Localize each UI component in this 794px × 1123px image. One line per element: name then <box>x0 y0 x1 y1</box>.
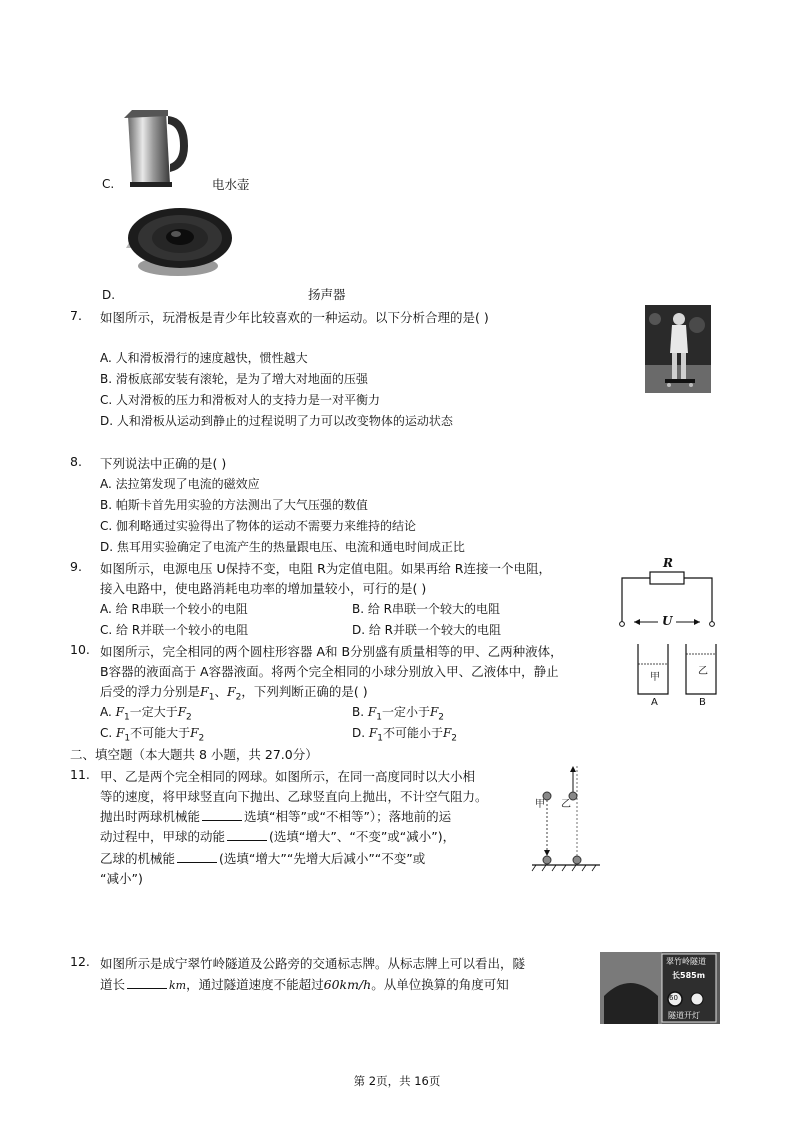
q7-stem: 如图所示，玩滑板是青少年比较喜欢的一种运动。以下分析合理的是( ) <box>100 310 489 325</box>
q10-option-a-sub2: 2 <box>186 712 192 723</box>
section-2-heading: 二、填空题（本大题共 8 小题，共 27.0分） <box>70 747 318 762</box>
q12-line-2-end: 。从单位换算的角度可知 <box>371 977 509 992</box>
q10-option-d-sub2: 2 <box>451 733 458 744</box>
q10-option-b-label: B. <box>352 705 365 719</box>
q8-option-c: C. 伽利略通过实验得出了物体的运动不需要力来维持的结论 <box>100 519 417 533</box>
q10-line-3-start: 后受的浮力分别是 <box>100 684 201 699</box>
option-c-caption: 电水壶 <box>212 177 250 192</box>
q10-option-b-sub1: 1 <box>376 712 382 723</box>
q12-line-2-start: 道长 <box>100 977 126 992</box>
sign-tunnel-name: 翠竹岭隧道 <box>666 957 706 966</box>
q10-f2-symbol: F <box>226 684 236 699</box>
q7-number: 7. <box>70 308 82 323</box>
q8-number: 8. <box>70 454 82 469</box>
q10-f1-symbol: F <box>200 684 209 699</box>
q11-line-2: 等的速度，将甲球竖直向下抛出、乙球竖直向上抛出，不计空气阻力。 <box>100 789 488 804</box>
q10-line-2: B容器的液面高于 A容器液面。将两个完全相同的小球分别放入甲、乙液体中，静止 <box>100 664 559 679</box>
q10-option-b <box>352 703 444 722</box>
q7-option-c: C. 人对滑板的压力和滑板对人的支持力是一对平衡力 <box>100 393 381 407</box>
q12-blank-1[interactable] <box>127 976 167 989</box>
q10-option-d <box>352 724 457 743</box>
q11-line-6: “减小”) <box>100 871 143 886</box>
q9-number: 9. <box>70 559 82 574</box>
q11-blank-3[interactable] <box>177 850 217 863</box>
q10-option-a-sub1: 1 <box>123 712 130 723</box>
q9-option-d: D. 给 R并联一个较大的电阻 <box>352 623 502 637</box>
q9-option-c: C. 给 R并联一个较小的电阻 <box>100 623 249 637</box>
q11-line-3 <box>100 807 451 825</box>
sign-tunnel-length: 长585m <box>672 971 706 980</box>
q10-option-a-relation: 一定大于 <box>129 705 178 719</box>
kettle-image <box>122 106 192 188</box>
q11-line-1: 甲、乙是两个完全相同的网球。如图所示，在同一高度同时以大小相 <box>100 769 476 784</box>
q12-line-1: 如图所示是成宁翠竹岭隧道及公路旁的交通标志牌。从标志牌上可以看出，隧 <box>100 956 526 971</box>
q7-option-a: A. 人和滑板滑行的速度越快，惯性越大 <box>100 351 308 365</box>
q10-option-a-f1: F <box>115 705 124 719</box>
q10-option-c-relation: 不可能大于 <box>130 726 191 740</box>
q7-option-d: D. 人和滑板从运动到静止的过程说明了力可以改变物体的运动状态 <box>100 414 453 428</box>
q10-option-c-sub1: 1 <box>124 733 131 744</box>
q12-number: 12. <box>70 954 90 969</box>
q10-f2-subscript: 2 <box>235 692 242 703</box>
q10-option-a-f2: F <box>177 705 187 719</box>
q11-line-5-start: 乙球的机械能 <box>100 851 176 866</box>
q10-option-b-f2: F <box>429 705 439 719</box>
page-footer: 第 2页，共 16页 <box>353 1074 441 1088</box>
q11-fig-label-yi: 乙 <box>561 799 571 810</box>
tunnel-sign-photo <box>600 952 720 1024</box>
q10-option-a-label: A. <box>100 705 112 719</box>
q8-stem: 下列说法中正确的是( ) <box>100 456 227 471</box>
q10-separator: 、 <box>214 684 227 699</box>
sign-speed-value: 60 <box>669 994 678 1002</box>
q10-line-3-end: ，下列判断正确的是( ) <box>241 684 368 699</box>
option-c-label: C. <box>102 177 115 191</box>
q12-line-2 <box>100 975 509 993</box>
q12-line-2-middle: ，通过隧道速度不能超过 <box>186 977 324 992</box>
option-d-caption: 扬声器 <box>308 287 346 302</box>
q10-line-1: 如图所示，完全相同的两个圆柱形容器 A和 B分别盛有质量相等的甲、乙两种液体， <box>100 644 563 659</box>
q10-number: 10. <box>70 642 90 657</box>
q9-line-2: 接入电路中，使电路消耗电功率的增加量较小，可行的是( ) <box>100 581 427 596</box>
speaker-image <box>120 204 232 280</box>
q11-fig-label-jia: 甲 <box>535 799 545 810</box>
q9-fig-label-r: R <box>663 556 673 570</box>
q11-line-4-end: (选填“增大”、“不变”或“减小”)， <box>269 829 456 844</box>
q11-blank-1[interactable] <box>202 808 242 821</box>
q10-option-b-sub2: 2 <box>438 712 445 723</box>
q9-option-a: A. 给 R串联一个较小的电阻 <box>100 602 248 616</box>
q10-fig-label-b: B <box>699 697 706 708</box>
q8-option-a: A. 法拉第发现了电流的磁效应 <box>100 477 260 491</box>
q11-line-4-start: 动过程中，甲球的动能 <box>100 829 226 844</box>
q10-line-3 <box>100 682 368 703</box>
q12-unit-km: km <box>169 979 187 992</box>
q12-speed-limit: 60km/h <box>323 977 372 992</box>
q10-fig-label-jia: 甲 <box>650 672 660 683</box>
q10-option-d-label: D. <box>352 726 366 740</box>
q10-option-d-relation: 不可能小于 <box>382 726 443 740</box>
q11-number: 11. <box>70 767 90 782</box>
q8-option-d: D. 焦耳用实验确定了电流产生的热量跟电压、电流和通电时间成正比 <box>100 540 465 554</box>
q10-option-c-f1: F <box>116 726 125 740</box>
q10-option-d-sub1: 1 <box>377 733 383 744</box>
q10-fig-label-a: A <box>651 697 658 708</box>
q9-fig-label-u: U <box>662 614 673 628</box>
q11-line-3-start: 抛出时两球机械能 <box>100 809 201 824</box>
q11-balls-diagram <box>530 762 602 874</box>
q11-blank-2[interactable] <box>227 828 267 841</box>
q11-line-4 <box>100 827 455 845</box>
q10-option-c-label: C. <box>100 726 113 740</box>
q10-option-d-f1: F <box>368 726 378 740</box>
option-d-label: D. <box>102 288 116 302</box>
q10-option-c <box>100 724 204 743</box>
q10-f1-subscript: 1 <box>208 692 215 703</box>
q8-option-b: B. 帕斯卡首先用实验的方法测出了大气压强的数值 <box>100 498 368 512</box>
q7-option-b: B. 滑板底部安装有滚轮，是为了增大对地面的压强 <box>100 372 368 386</box>
q10-option-c-f2: F <box>190 726 199 740</box>
q9-line-1: 如图所示，电源电压 U保持不变，电阻 R为定值电阻。如果再给 R连接一个电阻， <box>100 561 551 576</box>
sign-headlights: 隧道开灯 <box>668 1011 700 1020</box>
q10-containers-diagram <box>630 640 725 712</box>
q11-line-5 <box>100 849 425 867</box>
q10-option-d-f2: F <box>442 726 452 740</box>
q10-option-c-sub2: 2 <box>198 733 205 744</box>
q10-option-b-f1: F <box>367 705 377 719</box>
q10-option-b-relation: 一定小于 <box>381 705 430 719</box>
q11-line-5-end: (选填“增大”“先增大后减小”“不变”或 <box>219 851 426 866</box>
skateboard-photo <box>645 305 711 393</box>
q9-option-b: B. 给 R串联一个较大的电阻 <box>352 602 501 616</box>
q10-option-a <box>100 703 192 722</box>
q11-line-3-end: 选填“相等”或“不相等”）；落地前的运 <box>244 809 452 824</box>
q10-fig-label-yi: 乙 <box>698 666 708 677</box>
